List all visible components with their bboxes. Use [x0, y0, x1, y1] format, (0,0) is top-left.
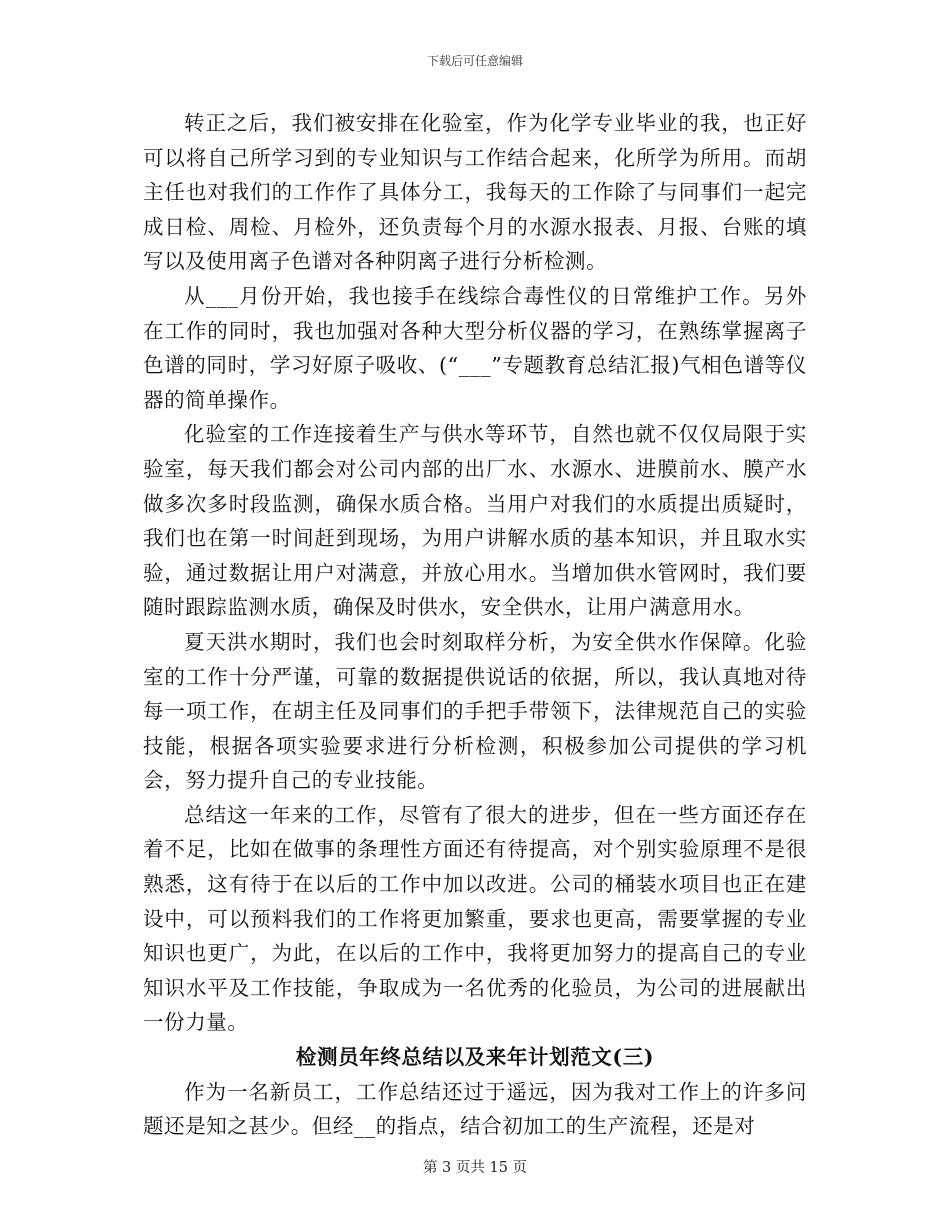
page-number: 第 3 页共 15 页: [422, 1160, 528, 1176]
paragraph-4: 夏天洪水期时，我们也会时刻取样分析，为安全供水作保障。化验室的工作十分严谨，可靠的数据提供说话的依据，所以，我认真地对待每一项工作，在胡主任及同事们的手把手带领下，法律规范自己的实验技能，根据各项实验要求进行分析检测，积极参加公司提供的学习机会，努力提升自己的专业技能。: [143, 629, 807, 793]
paragraph-1: 转正之后，我们被安排在化验室，作为化学专业毕业的我，也正好可以将自己所学习到的专业知识与工作结合起来，化所学为所用。而胡主任也对我们的工作作了具体分工，我每天的工作除了与同事们一起完成日检、周检、月检外，还负责每个月的水源水报表、月报、台账的填写以及使用离子色谱对各种阴离子进行分析检测。: [143, 111, 807, 274]
paragraph-5: 总结这一年来的工作，尽管有了很大的进步，但在一些方面还存在着不足，比如在做事的条理性方面还有待提高，对个别实验原理不是很熟悉，这有待于在以后的工作中加以改进。公司的桶装水项目也正在建设中，可以预料我们的工作将更加繁重，要求也更高，需要掌握的专业知识也更广，为此，在以后的工作中，我将更加努力的提高自己的专业知识水平及工作技能，争取成为一名优秀的化验员，为公司的进展献出一份力量。: [143, 802, 807, 1035]
paragraph-3: 化验室的工作连接着生产与供水等环节，自然也就不仅仅局限于实验室，每天我们都会对公司内部的出厂水、水源水、进膜前水、膜产水做多次多时段监测，确保水质合格。当用户对我们的水质提出质疑时，我们也在第一时间赶到现场，为用户讲解水质的基本知识，并且取水实验，通过数据让用户对满意，并放心用水。当增加供水管网时，我们要随时跟踪监测水质，确保及时供水，安全供水，让用户满意用水。: [143, 422, 807, 620]
paragraph-2: 从___月份开始，我也接手在线综合毒性仪的日常维护工作。另外在工作的同时，我也加强对各种大型分析仪器的学习，在熟练掌握离子色谱的同时，学习好原子吸收、(“___”专题教育总结汇报)气相色谱等仪器的简单操作。: [143, 283, 807, 412]
section-title: 检测员年终总结以及来年计划范文(三): [295, 1045, 655, 1070]
page-header: 下载后可任意编辑: [426, 54, 523, 68]
section-paragraph-1: 作为一名新员工，工作总结还过于遥远，因为我对工作上的许多问题还是知之甚少。但经__的指点，结合初加工的生产流程，还是对: [143, 1079, 807, 1139]
document-body: [143, 106, 807, 1144]
